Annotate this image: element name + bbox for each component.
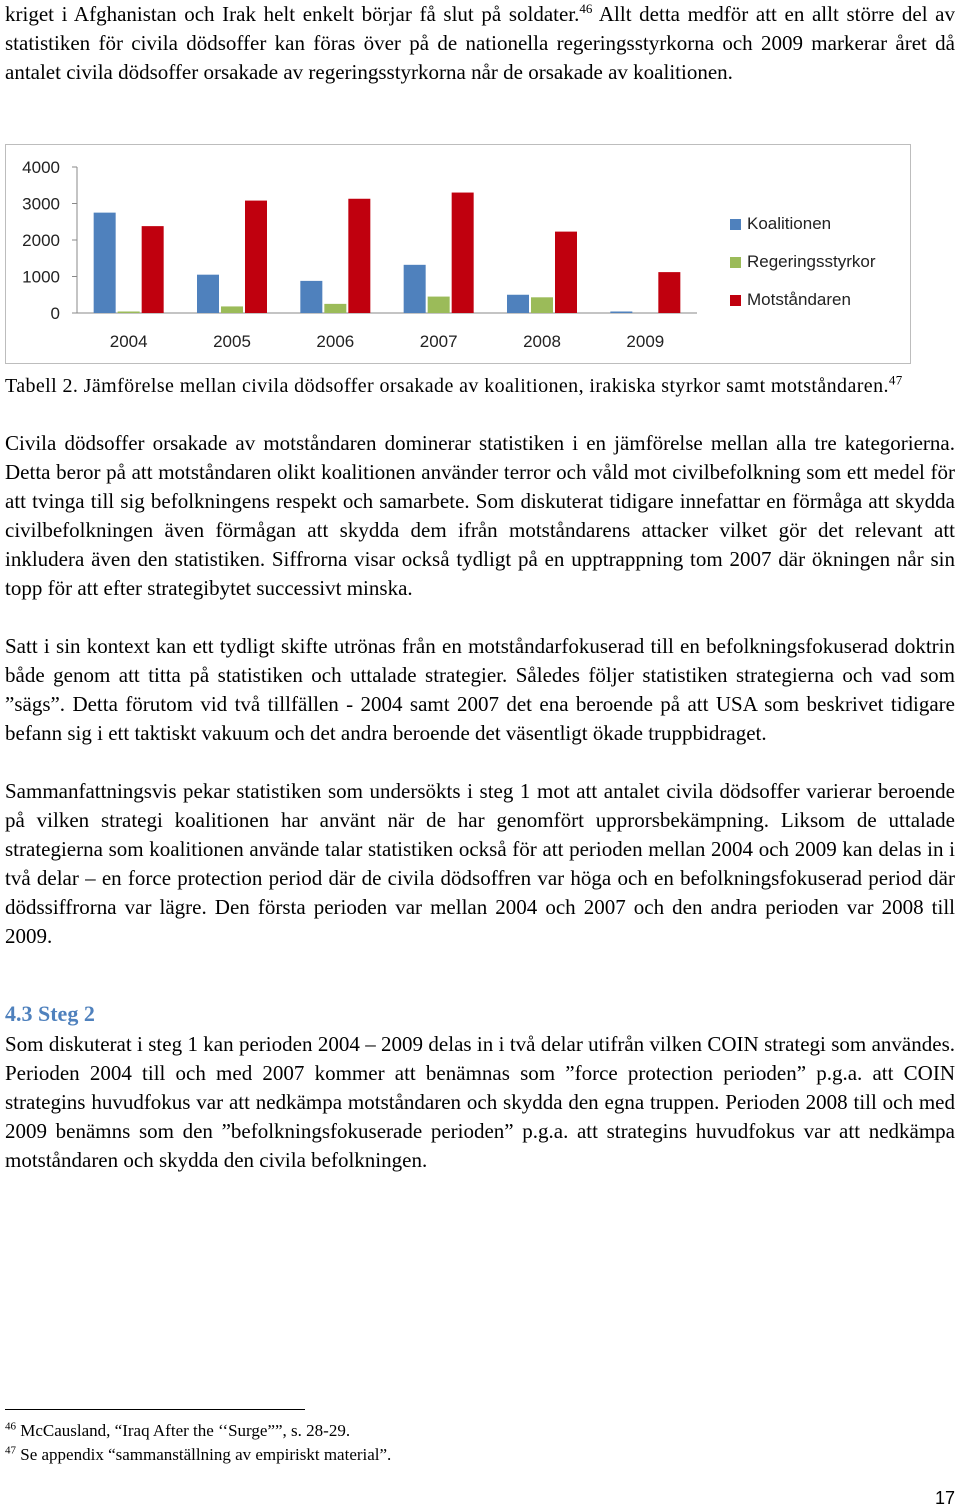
bar-chart xyxy=(0,0,960,380)
y-tick-label: 1000 xyxy=(22,267,60,287)
intro-text-before: kriget i Afghanistan och Irak helt enkelt börjar få slut på soldater. xyxy=(5,2,580,26)
bar-motståndaren-2007 xyxy=(452,193,474,313)
x-tick-label: 2007 xyxy=(419,332,458,351)
bar-regeringsstyrkor-2007 xyxy=(428,297,450,313)
bar-motståndaren-2006 xyxy=(348,199,370,313)
bar-koalitionen-2005 xyxy=(197,275,219,313)
legend-label-koalitionen: Koalitionen xyxy=(747,214,832,233)
x-tick-label: 2004 xyxy=(109,332,148,351)
footnote-47 xyxy=(5,1444,391,1466)
bar-regeringsstyrkor-2006 xyxy=(324,304,346,313)
legend-item-koalitionen xyxy=(730,205,876,243)
bar-koalitionen-2008 xyxy=(507,295,529,313)
footnote-divider xyxy=(5,1409,305,1410)
bar-regeringsstyrkor-2004 xyxy=(118,312,140,314)
footnote-num-46: 46 xyxy=(5,1420,16,1433)
y-tick-label: 2000 xyxy=(22,231,60,250)
x-tick-label: 2009 xyxy=(626,332,665,351)
legend-label-motstandaren: Motståndaren xyxy=(747,290,851,309)
y-tick-label: 4000 xyxy=(22,158,60,177)
y-tick-label: 0 xyxy=(50,304,60,323)
bar-motståndaren-2008 xyxy=(555,232,577,313)
legend-item-regeringsstyrkor xyxy=(730,243,876,281)
legend-item-motstandaren xyxy=(730,281,876,319)
bar-regeringsstyrkor-2008 xyxy=(531,297,553,313)
intro-text-after: Allt detta medför att en allt större del av statistiken för civila dödsoffer kan föras över på de nationella regeringsstyrkorna och 2009 markerar året då antalet civila dödsoffer orsakade av regeringsstyrkorna når de orsakade av koalitionen. xyxy=(5,2,956,84)
legend-swatch-motstandaren xyxy=(730,295,741,306)
section-heading: 4.3 Steg 2 xyxy=(5,1001,95,1026)
table-caption xyxy=(5,373,955,400)
footnote-ref-47: 47 xyxy=(888,372,903,388)
footnote-text-47: Se appendix “sammanställning av empiriskt material”. xyxy=(20,1445,392,1464)
footnote-ref-46: 46 xyxy=(579,1,593,16)
legend-label-regeringsstyrkor: Regeringsstyrkor xyxy=(747,252,876,271)
chart-legend xyxy=(730,205,876,319)
bar-regeringsstyrkor-2005 xyxy=(221,306,243,313)
footnote-num-47: 47 xyxy=(5,1444,16,1457)
body-paragraph-2: Satt i sin kontext kan ett tydligt skifte utrönas från en motståndarfokuserad till en befolkningsfokuserad doktrin både genom att titta på statistiken och uttalade strategier. Således följer statistiken strategierna och vad som ”sägs”. Detta förutom vid två tillfällen - 2004 samt 2007 det ena beroende på att USA som beskrivet tidigare befann sig i ett taktiskt vakuum och det andra beroende det väsentligt ökade truppbidraget. xyxy=(5,634,955,745)
bar-motståndaren-2005 xyxy=(245,201,267,313)
bar-koalitionen-2009 xyxy=(610,312,632,314)
x-tick-label: 2008 xyxy=(523,332,561,351)
bar-koalitionen-2007 xyxy=(404,265,426,313)
section-paragraph: Som diskuterat i steg 1 kan perioden 2004 – 2009 delas in i två delar utifrån vilken COIN strategi som användes. Perioden 2004 till och med 2007 kommer att benämnas som ”force protection perioden” p.g.a. att COIN strategins huvudfokus var att nedkämpa motståndaren och skydda den egna truppen. Perioden 2008 till och med 2009 benämns som den ”befolkningsfokuserade perioden” p.g.a. att strategins huvudfokus var att nedkämpa motståndaren och skydda den civila befolkningen. xyxy=(5,1032,955,1172)
footnote-46 xyxy=(5,1420,350,1442)
bar-motståndaren-2004 xyxy=(142,226,164,313)
x-tick-label: 2005 xyxy=(213,332,251,351)
footnote-text-46: McCausland, “Iraq After the ‘‘Surge””, s. 28-29. xyxy=(20,1421,351,1440)
page-number: 17 xyxy=(934,1488,955,1508)
x-tick-label: 2006 xyxy=(316,332,355,351)
legend-swatch-regeringsstyrkor xyxy=(730,257,741,268)
y-tick-label: 3000 xyxy=(22,194,60,214)
body-paragraph-1: Civila dödsoffer orsakade av motståndaren dominerar statistiken i en jämförelse mellan alla tre kategorierna. Detta beror på att motståndaren olikt koalitionen använder terror och våld mot civilbefolkning som ett medel för att tvinga till sig befolkningens respekt och samarbete. Som diskuterat tidigare innefattar en förmåga att skydda civilbefolkningen även förmågan att skydda dem ifrån motståndarens attacker vilket gör det relevant att inkludera även den statistiken. Siffrorna visar också tydligt på en upptrappning tom 2007 där ökningen når sin topp för att efter strategibytet successivt minska. xyxy=(5,431,955,600)
body-paragraph-3: Sammanfattningsvis pekar statistiken som undersökts i steg 1 mot att antalet civila dödsoffer varierar beroende på vilken strategi koalitionen har använt när de har genomfört upprorsbekämpning. Liksom de uttalade strategierna som koalitionen använde talar statistiken också för att perioden mellan 2004 och 2009 kan delas in i två delar – en force protection period där de civila dödsoffren var höga och en befolkningsfokuserad period där dödssiffrorna var lägre. Den första perioden var mellan 2004 och 2007 och den andra perioden var 2008 till 2009. xyxy=(5,779,955,948)
caption-text: Tabell 2. Jämförelse mellan civila dödsoffer orsakade av koalitionen, irakiska styrkor samt motståndaren. xyxy=(5,375,889,397)
legend-swatch-koalitionen xyxy=(730,219,741,230)
bar-koalitionen-2004 xyxy=(94,213,116,313)
bar-koalitionen-2006 xyxy=(300,281,322,313)
bar-motståndaren-2009 xyxy=(658,272,680,313)
